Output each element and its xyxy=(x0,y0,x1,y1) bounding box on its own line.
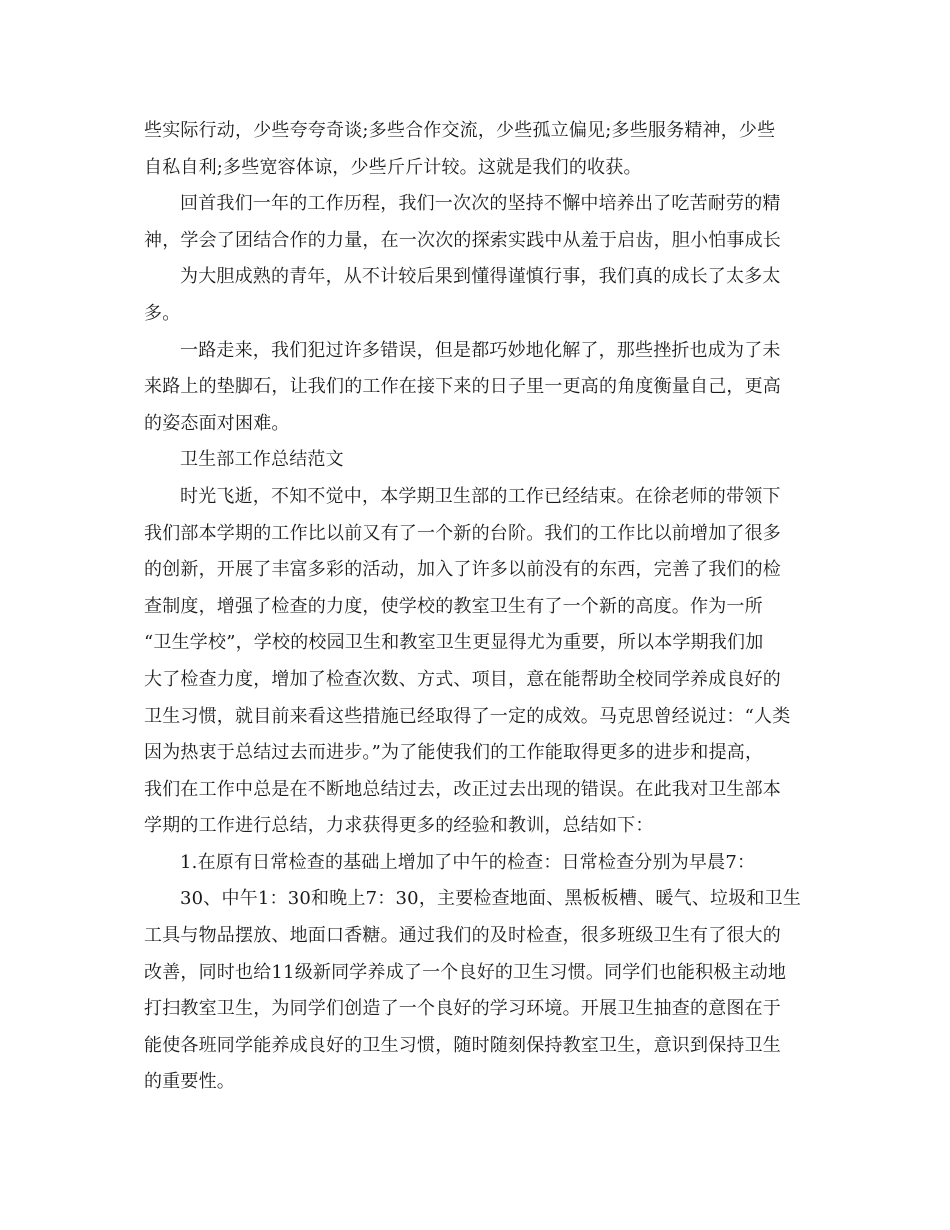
paragraph-start: 一路走来，我们犯过许多错误，但是都巧妙地化解了，那些挫折也成为了未 xyxy=(180,339,781,361)
text-line: 学期的工作进行总结，力求获得更多的经验和教训，总结如下： xyxy=(144,815,654,837)
text-line: 因为热衷于总结过去而进步。”为了能使我们的工作能取得更多的进步和提高， xyxy=(144,742,764,764)
text-line: 改善，同时也给11级新同学养成了一个良好的卫生习惯。同学们也能积极主动地 xyxy=(144,961,787,983)
text-line: 工具与物品摆放、地面口香糖。通过我们的及时检查，很多班级卫生有了很大的 xyxy=(144,925,781,947)
list-item-start: 1.在原有日常检查的基础上增加了中午的检查：日常检查分别为早晨7： xyxy=(180,851,756,873)
text-line: 30、中午1：30和晚上7：30，主要检查地面、黑板板槽、暖气、垃圾和卫生 xyxy=(180,888,802,910)
text-line: 来路上的垫脚石，让我们的工作在接下来的日子里一更高的角度衡量自己，更高 xyxy=(144,376,781,398)
text-line: 卫生习惯，就目前来看这些措施已经取得了一定的成效。马克思曾经说过：“人类 xyxy=(144,705,791,727)
text-line: 神，学会了团结合作的力量，在一次次的探索实践中从羞于启齿，胆小怕事成长 xyxy=(144,229,781,251)
text-line: 我们在工作中总是在不断地总结过去，改正过去出现的错误。在此我对卫生部本 xyxy=(144,778,781,800)
text-line: 查制度，增强了检查的力度，使学校的教室卫生有了一个新的高度。作为一所 xyxy=(144,595,763,617)
text-line: 些实际行动，少些夸夸奇谈;多些合作交流，少些孤立偏见;多些服务精神，少些 xyxy=(144,120,776,141)
text-line: 多。 xyxy=(144,302,181,324)
text-line: “卫生学校”，学校的校园卫生和教室卫生更显得尤为重要，所以本学期我们加 xyxy=(144,632,764,654)
text-line: 自私自利;多些宽容体谅，少些斤斤计较。这就是我们的收获。 xyxy=(144,156,642,178)
text-line: 能使各班同学能养成良好的卫生习惯，随时随刻保持教室卫生，意识到保持卫生 xyxy=(144,1034,781,1056)
text-line: 的姿态面对困难。 xyxy=(144,412,290,434)
text-line: 大了检查力度，增加了检查次数、方式、项目，意在能帮助全校同学养成良好的 xyxy=(144,668,781,690)
paragraph-start: 时光飞逝，不知不觉中，本学期卫生部的工作已经结束。在徐老师的带领下 xyxy=(180,485,781,507)
document-body xyxy=(144,113,804,1101)
text-line: 我们部本学期的工作比以前又有了一个新的台阶。我们的工作比以前增加了很多 xyxy=(144,522,781,544)
section-heading: 卫生部工作总结范文 xyxy=(180,449,344,471)
paragraph-start: 为大胆成熟的青年，从不计较后果到懂得谨慎行事，我们真的成长了太多太 xyxy=(180,266,781,288)
text-line: 的重要性。 xyxy=(144,1071,235,1093)
paragraph-start: 回首我们一年的工作历程，我们一次次的坚持不懈中培养出了吃苦耐劳的精 xyxy=(180,193,781,215)
text-line: 打扫教室卫生，为同学们创造了一个良好的学习环境。开展卫生抽查的意图在于 xyxy=(144,998,781,1020)
text-line: 的创新，开展了丰富多彩的活动，加入了许多以前没有的东西，完善了我们的检 xyxy=(144,559,781,581)
